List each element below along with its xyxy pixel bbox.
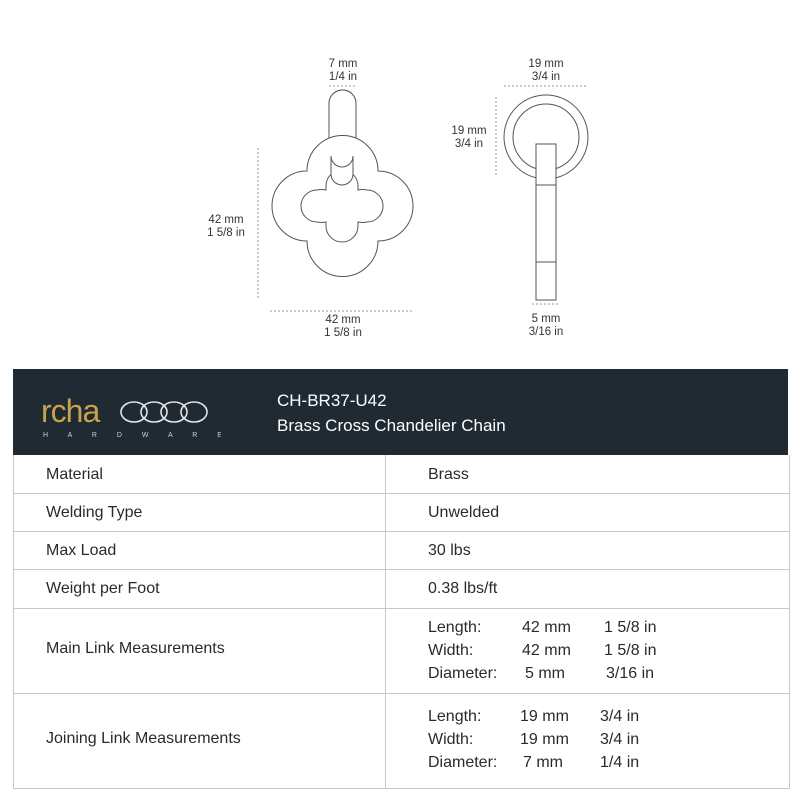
chain-logo-icon <box>41 395 221 439</box>
spec-row-joining-link <box>14 694 789 789</box>
spec-label: Joining Link Measurements <box>46 730 241 747</box>
spec-row-material <box>14 455 789 494</box>
joining-link-measurements: Length: 19 mm 3/4 in Width: 19 mm 3/4 in Diameter: 7 mm 1/4 in <box>428 708 640 771</box>
spec-table <box>13 455 790 789</box>
main-link-top-dimension: 7 mm 1/4 in <box>328 58 358 83</box>
spec-value: Brass <box>428 466 469 483</box>
main-link-side-dimension: 42 mm 1 5/8 in <box>207 214 245 239</box>
spec-label: Max Load <box>46 542 117 559</box>
spec-value: Unwelded <box>428 504 500 521</box>
joining-link-top-dimension: 19 mm 3/4 in <box>528 58 564 83</box>
spec-header <box>13 369 788 455</box>
main-link-measurements: Length: 42 mm 1 5/8 in Width: 42 mm 1 5/8 in Diameter: 5 mm 3/16 in <box>428 619 657 682</box>
technical-drawing <box>0 0 800 360</box>
joining-link-bottom-dimension: 5 mm 3/16 in <box>528 313 564 338</box>
spec-value: 0.38 lbs/ft <box>428 580 498 597</box>
main-link-bottom-dimension: 42 mm 1 5/8 in <box>324 314 362 339</box>
joining-link-side-dimension: 19 mm 3/4 in <box>451 125 487 150</box>
product-name: Brass Cross Chandelier Chain <box>277 416 506 435</box>
spec-label: Weight per Foot <box>46 580 160 597</box>
product-code: CH-BR37-U42 <box>277 391 387 410</box>
spec-row-max-load <box>14 532 789 570</box>
spec-row-weight-per-foot <box>14 570 789 609</box>
spec-label: Material <box>46 466 103 483</box>
svg-text:H A R D W A R E: H A R D W A R E <box>43 432 221 439</box>
spec-sheet <box>13 369 788 791</box>
svg-text:rcha: rcha <box>41 395 100 429</box>
spec-row-welding-type <box>14 494 789 532</box>
chain-link-drawing <box>0 0 800 360</box>
spec-row-main-link <box>14 609 789 694</box>
spec-value: 30 lbs <box>428 542 471 559</box>
brand-logo <box>41 395 221 439</box>
spec-label: Welding Type <box>46 504 143 521</box>
spec-label: Main Link Measurements <box>46 640 225 657</box>
